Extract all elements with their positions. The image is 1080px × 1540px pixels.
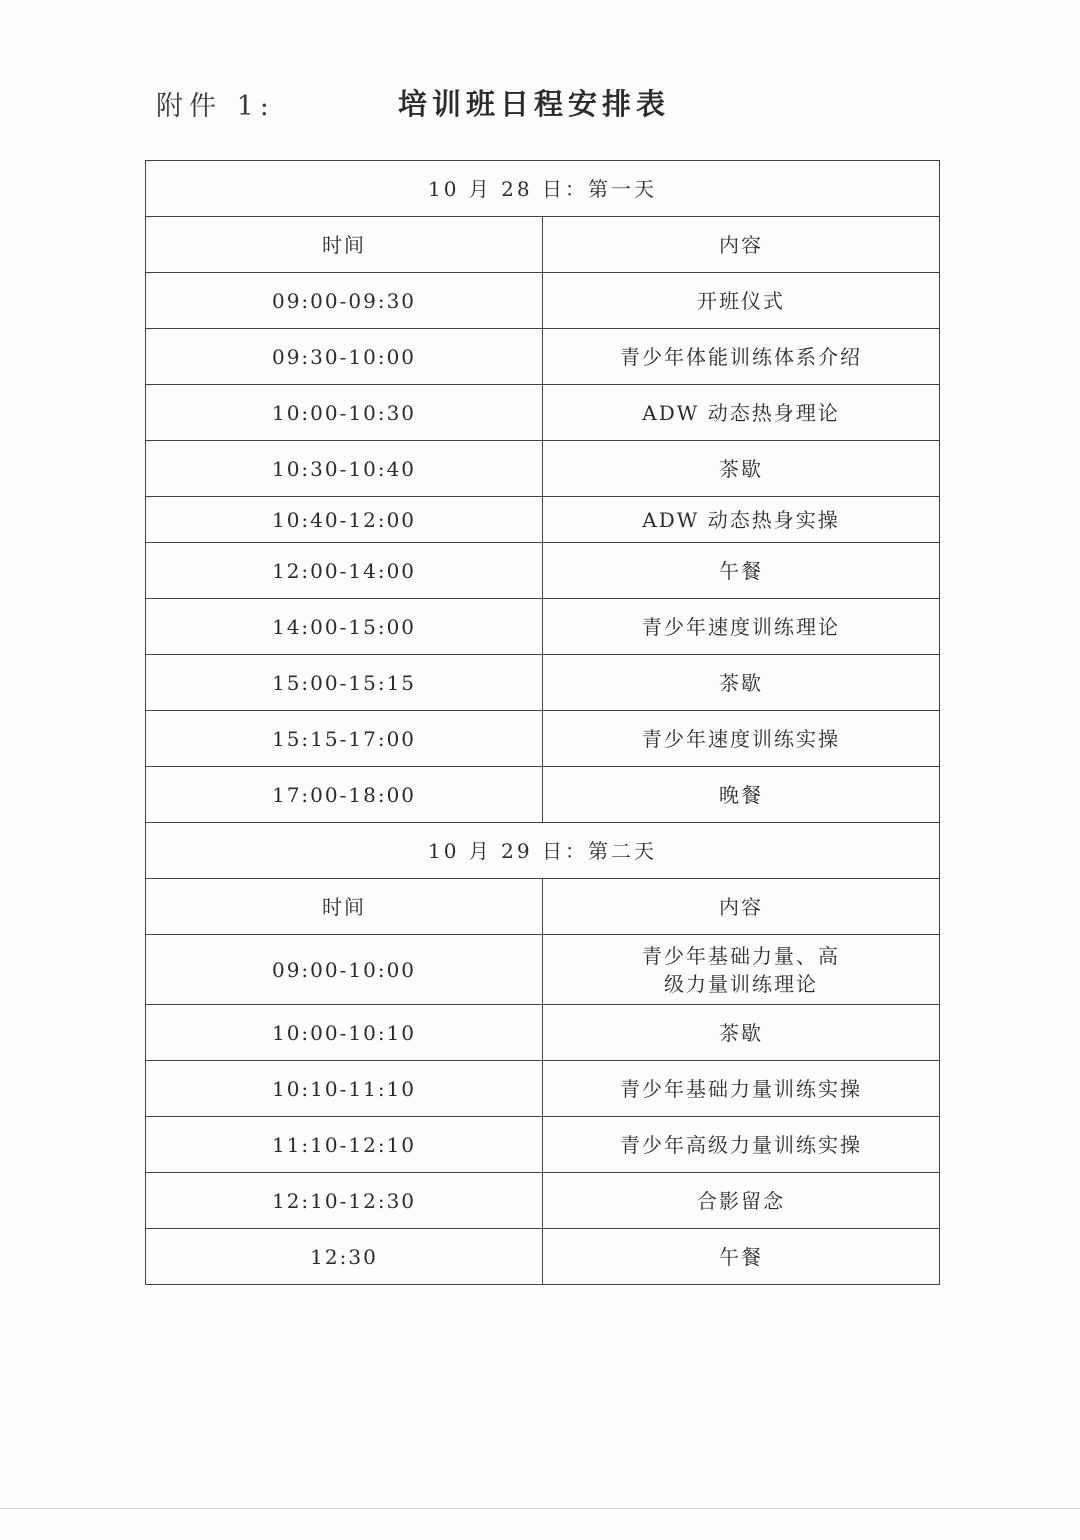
time-cell: 09:00-09:30: [146, 273, 543, 329]
table-row: [146, 599, 940, 655]
content-cell: 青少年基础力量训练实操: [543, 1061, 940, 1117]
content-cell: ADW 动态热身理论: [543, 385, 940, 441]
table-row: [146, 329, 940, 385]
day-header-row: [146, 161, 940, 217]
table-row: [146, 497, 940, 543]
table-row: [146, 1229, 940, 1285]
time-cell: 11:10-12:10: [146, 1117, 543, 1173]
content-cell: 青少年速度训练实操: [543, 711, 940, 767]
table-row: [146, 1005, 940, 1061]
document-title: 培训班日程安排表: [398, 87, 671, 121]
time-cell: 12:30: [146, 1229, 543, 1285]
time-cell: 10:00-10:30: [146, 385, 543, 441]
table-row: [146, 655, 940, 711]
content-cell: 晚餐: [543, 767, 940, 823]
time-cell: 17:00-18:00: [146, 767, 543, 823]
content-cell: ADW 动态热身实操: [543, 497, 940, 543]
day-heading: 10 月 28 日：第一天: [146, 161, 940, 217]
table-row: [146, 767, 940, 823]
content-cell: 茶歇: [543, 655, 940, 711]
time-cell: 15:15-17:00: [146, 711, 543, 767]
column-header-time: 时间: [146, 879, 543, 935]
content-cell: 茶歇: [543, 1005, 940, 1061]
content-cell: 午餐: [543, 1229, 940, 1285]
content-cell: 午餐: [543, 543, 940, 599]
table-row: [146, 935, 940, 1005]
time-cell: 10:00-10:10: [146, 1005, 543, 1061]
time-cell: 15:00-15:15: [146, 655, 543, 711]
table-row: [146, 273, 940, 329]
time-cell: 10:30-10:40: [146, 441, 543, 497]
attachment-label: 附件 1:: [156, 91, 275, 122]
time-cell: 14:00-15:00: [146, 599, 543, 655]
time-cell: 10:40-12:00: [146, 497, 543, 543]
time-cell: 12:00-14:00: [146, 543, 543, 599]
column-header-content: 内容: [543, 879, 940, 935]
day-header-row: [146, 823, 940, 879]
scan-edge-line: [0, 1508, 1080, 1509]
day-heading: 10 月 29 日：第二天: [146, 823, 940, 879]
content-cell: 青少年高级力量训练实操: [543, 1117, 940, 1173]
table-row: [146, 1061, 940, 1117]
content-cell: 茶歇: [543, 441, 940, 497]
content-cell: 青少年速度训练理论: [543, 599, 940, 655]
table-row: [146, 543, 940, 599]
column-header-time: 时间: [146, 217, 543, 273]
time-cell: 09:30-10:00: [146, 329, 543, 385]
time-cell: 09:00-10:00: [146, 935, 543, 1005]
table-row: [146, 441, 940, 497]
column-header-content: 内容: [543, 217, 940, 273]
column-header-row: [146, 217, 940, 273]
schedule-table: [145, 160, 940, 1285]
table-row: [146, 1117, 940, 1173]
content-cell: 合影留念: [543, 1173, 940, 1229]
content-cell: 青少年体能训练体系介绍: [543, 329, 940, 385]
table-row: [146, 385, 940, 441]
table-row: [146, 711, 940, 767]
content-cell: 开班仪式: [543, 273, 940, 329]
time-cell: 12:10-12:30: [146, 1173, 543, 1229]
table-row: [146, 1173, 940, 1229]
time-cell: 10:10-11:10: [146, 1061, 543, 1117]
column-header-row: [146, 879, 940, 935]
content-cell: 青少年基础力量、高级力量训练理论: [543, 935, 940, 1005]
